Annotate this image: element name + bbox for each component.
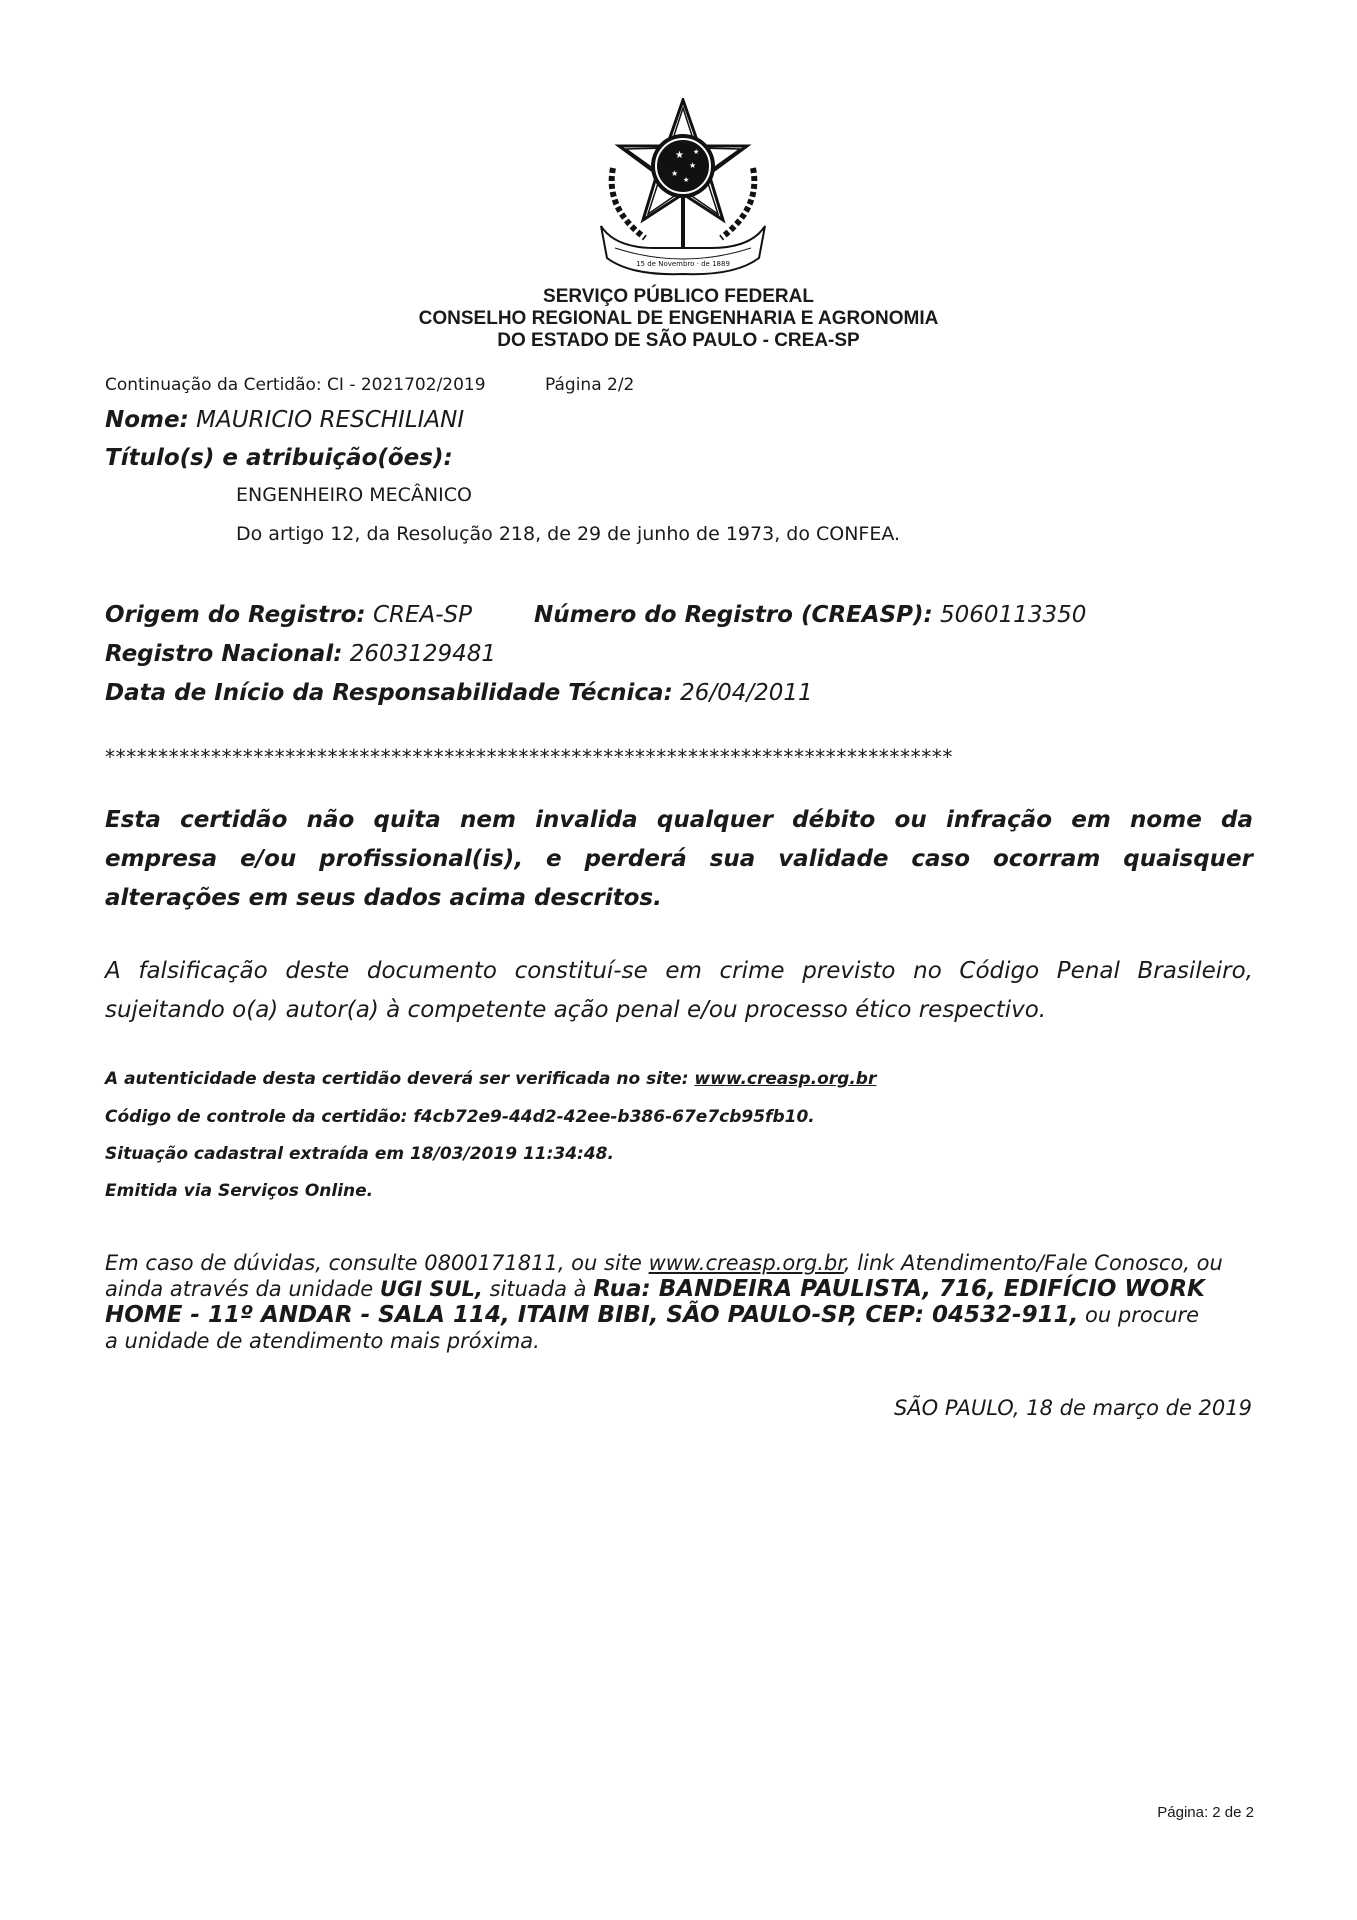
svg-text:★: ★	[693, 148, 700, 156]
page-footer: Página: 2 de 2	[1157, 1804, 1254, 1821]
help-text-6: a unidade de atendimento mais próxima.	[105, 1329, 540, 1353]
help-address-2: HOME - 11º ANDAR - SALA 114, ITAIM BIBI, SÃO PAULO-SP, CEP: 04532-911,	[105, 1302, 1079, 1328]
notice-paragraph	[105, 801, 1253, 918]
asterisk-separator: ********************************************************************************	[105, 745, 953, 769]
continuation-label: Continuação da Certidão: CI - 2021702/2019	[105, 375, 486, 395]
origin-row	[105, 602, 472, 628]
header-line-2: CONSELHO REGIONAL DE ENGENHARIA E AGRONOMIA	[418, 308, 939, 329]
svg-text:15 de Novembro · de 1889: 15 de Novembro · de 1889	[636, 260, 730, 268]
origin-label: Origem do Registro:	[105, 602, 366, 628]
help-unit: UGI SUL,	[379, 1277, 483, 1301]
start-row	[105, 680, 813, 706]
start-label: Data de Início da Responsabilidade Técnica:	[105, 680, 673, 706]
help-text-3: ainda através da unidade	[105, 1277, 374, 1301]
national-row	[105, 641, 496, 667]
national-label: Registro Nacional:	[105, 641, 343, 667]
forgery-line-2: sujeitando o(a) autor(a) à competente ação penal e/ou processo ético respectivo.	[105, 997, 1047, 1023]
name-label: Nome:	[105, 407, 189, 433]
forgery-paragraph	[105, 952, 1253, 1030]
authenticity-text: A autenticidade desta certidão deverá ser verificada no site:	[105, 1069, 689, 1089]
attribution-text: Do artigo 12, da Resolução 218, de 29 de junho de 1973, do CONFEA.	[236, 523, 901, 545]
help-text-5: ou procure	[1085, 1303, 1200, 1327]
svg-text:★: ★	[675, 150, 684, 161]
extraction-date: Situação cadastral extraída em 18/03/2019 11:34:48.	[105, 1144, 614, 1164]
notice-line-1: Esta certidão não quita nem invalida qualquer débito ou infração em nome da	[105, 807, 1253, 833]
notice-line-3: alterações em seus dados acima descritos.	[105, 885, 662, 911]
svg-text:★: ★	[683, 176, 690, 184]
name-value: MAURICIO RESCHILIANI	[196, 407, 465, 433]
header-line-3: DO ESTADO DE SÃO PAULO - CREA-SP	[497, 330, 860, 351]
help-text-2: , link Atendimento/Fale Conosco, ou	[843, 1251, 1223, 1275]
svg-text:★: ★	[671, 169, 679, 178]
help-paragraph	[105, 1250, 1265, 1354]
notice-line-2: empresa e/ou profissional(is), e perderá sua validade caso ocorram quaisquer	[105, 846, 1253, 872]
number-row	[534, 602, 1086, 628]
authenticity-row	[105, 1069, 876, 1089]
start-value: 26/04/2011	[680, 680, 813, 706]
date-place: SÃO PAULO, 18 de março de 2019	[893, 1396, 1252, 1420]
header-line-1: SERVIÇO PÚBLICO FEDERAL	[543, 286, 814, 307]
help-text-1: Em caso de dúvidas, consulte 0800171811, ou site	[105, 1251, 642, 1275]
issued-via: Emitida via Serviços Online.	[105, 1181, 374, 1201]
help-text-4: situada à	[489, 1277, 587, 1301]
number-label: Número do Registro (CREASP):	[534, 602, 933, 628]
number-value: 5060113350	[940, 602, 1087, 628]
national-value: 2603129481	[349, 641, 497, 667]
titles-label: Título(s) e atribuição(ões):	[105, 445, 453, 471]
help-site-link[interactable]: www.creasp.org.br	[648, 1251, 844, 1275]
coat-of-arms-seal	[595, 98, 771, 278]
svg-text:★: ★	[689, 161, 697, 170]
page-indicator: Página 2/2	[545, 375, 635, 395]
name-row	[105, 407, 464, 433]
forgery-line-1: A falsificação deste documento constituí-se em crime previsto no Código Penal Brasileiro,	[105, 958, 1253, 984]
title-value: ENGENHEIRO MECÂNICO	[236, 484, 472, 506]
help-address-1: Rua: BANDEIRA PAULISTA, 716, EDIFÍCIO WORK	[593, 1276, 1205, 1302]
authenticity-site-link[interactable]: www.creasp.org.br	[694, 1069, 877, 1089]
control-code: Código de controle da certidão: f4cb72e9-44d2-42ee-b386-67e7cb95fb10.	[105, 1107, 815, 1127]
origin-value: CREA-SP	[372, 602, 473, 628]
